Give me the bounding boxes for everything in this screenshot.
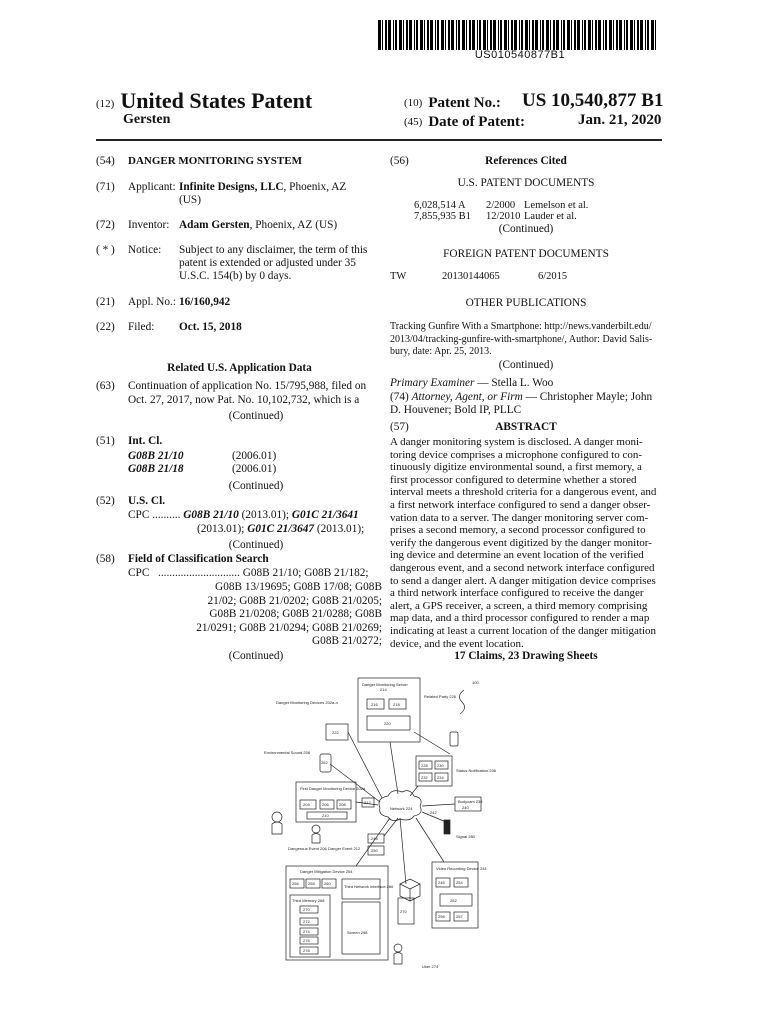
ref-100: 100 [472,680,479,685]
abstract-line: dangerous event, and a second network interface configured [390,561,655,574]
code-63: (63) [96,380,115,392]
attorney [390,391,652,405]
foreign-date: 6/2015 [538,271,568,282]
first-mem-label: 210 [322,813,329,818]
box-242: 242 [430,810,437,815]
mitigation-title: Danger Mitigation Device 254 [300,869,353,874]
box-250: 250 [371,848,378,853]
cpc-year: (2013.01); [314,523,365,535]
video-box-label: 254 [456,880,463,885]
bodycam-label: Bodycam 238 [458,799,483,804]
us-docs-title: U.S. PATENT DOCUMENTS [457,177,595,189]
field-search-label: Field of Classification Search [128,553,269,565]
notice-line: Subject to any disclaimer, the term of this [179,244,368,256]
server-box-label: 218 [393,702,400,707]
patent-no-label: Patent No.: [428,95,501,111]
abstract-title: ABSTRACT [495,421,557,433]
ref-date: 12/2010 [486,211,521,222]
mitigation-box-label: 260 [324,881,331,886]
cpc-label: CPC [128,509,150,521]
code-72: (72) [96,219,115,231]
mem-box-label: 274 [303,929,310,934]
box-270b: 270 [400,909,407,914]
mitigation-box-label: 256 [292,881,299,886]
third-mem-label: Third Memory 268 [292,898,325,903]
appl-no: 16/160,942 [179,296,231,308]
code-22: (22) [96,321,115,333]
notice-line: patent is extended or adjusted under 35 [179,257,356,269]
inventor-location: , Phoenix, AZ (US) [249,219,338,231]
server-box-label: 216 [371,702,378,707]
notice-line: U.S.C. 154(b) by 0 days. [179,270,292,282]
abstract-line: A danger monitoring system is disclosed. A danger moni- [390,436,643,448]
cpc-code: G01C 21/3647 [247,523,315,535]
int-cl-continued: (Continued) [228,480,284,492]
code-21: (21) [96,296,115,308]
server-ref: 214 [380,687,387,692]
foreign-country: TW [390,271,407,282]
code-45: (45) [404,116,423,129]
field-cpc-label: CPC [128,567,150,579]
int-cl-year: (2006.01) [232,463,277,475]
monitoring-devices-label: Danger Monitoring Devices 202a-n [276,700,338,705]
other-pub-line: Tracking Gunfire With a Smartphone: http://news.vanderbilt.edu/ [390,321,652,332]
server-box [358,678,420,742]
danger-event-label: Danger Event 212 [328,846,361,851]
mem-box-label: 278 [303,948,310,953]
other-pub-line: bury, date: Apr. 25, 2013. [390,346,492,357]
int-cl-label: Int. Cl. [128,435,163,447]
other-publications-title: OTHER PUBLICATIONS [465,297,587,309]
user-label: User 274 [422,964,439,969]
abstract-line: vation data to a server. The danger monitoring server com- [390,511,649,524]
first-box-label: 206 [322,802,329,807]
cpc-year: (2013.01); [238,509,292,521]
cpc-code: G01C 21/3641 [291,509,359,521]
abstract-line: toring device comprises a microphone configured to con- [390,448,643,461]
video-box-label: 252 [450,898,457,903]
third-net-label: Third Network Interface 266 [344,884,394,889]
int-cl-code: G08B 21/10 [128,450,184,462]
related-data-title: Related U.S. Application Data [167,362,312,374]
abstract-line: indicating at least a current location of the danger mitigation [390,624,657,637]
cpc-dots: .......... [152,509,181,521]
patent-date: Jan. 21, 2020 [578,112,662,128]
video-box-label: 256 [438,914,445,919]
code-56: (56) [390,155,409,167]
us-cl-label: U.S. Cl. [128,495,166,507]
code-12: (12) [96,98,115,111]
related-party-label: Related Party 226 [424,694,457,699]
field-line: G08B 21/0272; [312,635,382,647]
attorney-name: — Christopher Mayle; John [522,391,653,403]
cpc-year: (2013.01); [197,523,248,535]
foreign-number: 20130144065 [442,271,500,282]
attorney-name-cont: D. Houvener; Bold IP, PLLC [390,404,522,416]
applicant-label: Applicant: [128,181,176,193]
notif-box-label: 234 [437,775,444,780]
ref-date: 2/2000 [486,200,516,211]
abstract-line: interval meets a threshold criteria for a dangerous event, and [390,486,657,499]
other-pub-continued: (Continued) [498,359,554,371]
applicant-location: , Phoenix, AZ [283,181,347,193]
code-52: (52) [96,495,115,507]
abstract-line: map data, and a third processor configured to render a map [390,612,650,625]
field-continued: (Continued) [228,650,284,662]
int-cl-code: G08B 21/18 [128,463,184,475]
code-54: (54) [96,155,115,167]
foreign-docs-title: FOREIGN PATENT DOCUMENTS [443,248,609,260]
barcode-number: US010540877B1 [474,49,566,61]
abstract-line: alert, a GPS receiver, a screen, a third memory comprising [390,599,648,612]
patent-title: United States Patent [120,88,313,113]
box-248: 248 [371,836,378,841]
other-publications [390,321,662,359]
box-212: 212 [364,800,371,805]
inventor-label: Inventor: [128,219,170,231]
server-title: Danger Monitoring Server [362,682,408,687]
abstract-text [390,436,662,650]
ref-number: 6,028,514 A [414,200,466,211]
mem-box-label: 272 [303,919,310,924]
examiner-label: Primary Examiner [390,377,475,389]
status-notif-label: Status Notification 236 [456,768,497,773]
inventor-surname: Gersten [123,112,171,127]
box-222: 222 [332,730,339,735]
references-title: References Cited [485,155,567,167]
filed-date: Oct. 15, 2018 [179,321,242,333]
notice-label: Notice: [128,244,162,256]
abstract-line: a third network interface configured to receive the danger [390,587,644,600]
abstract-line: a first network interface configured to send a danger obser- [390,498,651,511]
us-cl-continued: (Continued) [228,539,284,551]
examiner-name: — Stella L. Woo [474,377,554,389]
abstract-line: device, and the event location. [390,637,524,650]
video-box-label: 257 [456,914,463,919]
field-line: G08B 21/0208; G08B 21/0288; G08B [209,608,382,620]
field-line: 21/02; G08B 21/0202; G08B 21/0205; [207,594,382,607]
abstract-line: to send a danger alert. A danger mitigation device comprises [390,574,656,587]
other-pub-line: 2013/04/tracking-gunfire-with-smartphone/, Author: David Salis- [390,333,653,345]
mitigation-box-label: 258 [308,881,315,886]
drawing-figure [250,672,510,972]
notif-box-label: 230 [437,763,444,768]
env-sound-label: Environmental Sound 208 [264,750,311,755]
box-240: 240 [462,805,469,810]
appl-no-label: Appl. No.: [128,296,177,308]
related-line: Oct. 27, 2017, now Pat. No. 10,102,732, which is a [128,394,360,406]
related-line: Continuation of application No. 15/795,988, filed on [128,380,367,392]
field-line: 21/0291; G08B 21/0294; G08B 21/0269; [196,621,382,634]
field-line: ............................. G08B 21/10; G08B 21/182; [158,567,369,579]
network-label: Network 224 [390,806,413,811]
mem-box-label: 270 [303,907,310,912]
abstract-line: first processor configured to determine whether a stored [390,473,637,486]
first-device-label: First Danger Monitoring Device 202a [300,786,366,791]
server-mem-label: 220 [384,721,391,726]
related-continued: (Continued) [228,410,284,422]
abstract-line: tinuously digitize environmental sound, a first memory, a [390,461,642,474]
int-cl-year: (2006.01) [232,450,277,462]
invention-title: DANGER MONITORING SYSTEM [128,155,302,167]
code-58: (58) [96,553,115,565]
abstract-line: ing device and determine an event location of the verified [390,549,644,562]
code-71: (71) [96,181,115,193]
filed-label: Filed: [128,321,155,333]
applicant-country: (US) [179,194,201,206]
dangerous-event-label: Dangerous Event 206 [288,846,327,851]
first-box-label: 208 [339,802,346,807]
first-box-label: 204 [303,802,310,807]
code-notice: ( * ) [96,244,115,256]
inventor-name: Adam Gersten [179,219,250,231]
video-box-label: 246 [438,880,445,885]
code-51: (51) [96,435,115,447]
abstract-line: prises a second memory, a second processor configured to [390,524,646,537]
code-74: (74) [390,391,409,403]
cpc-code: G08B 21/10 [183,509,239,521]
ref-number: 7,855,935 B1 [414,211,471,222]
code-57: (57) [390,421,409,433]
ref-name: Lauder et al. [524,211,577,222]
ref-name: Lemelson et al. [524,200,589,211]
mem-box-label: 276 [303,938,310,943]
notif-box-label: 232 [421,775,428,780]
patent-number: US 10,540,877 B1 [522,90,664,111]
us-docs-continued: (Continued) [498,223,554,235]
attorney-label: Attorney, Agent, or Firm [411,391,523,403]
video-device-label: Video Recording Device 244 [436,866,487,871]
examiner [390,377,553,391]
claims-count: 17 Claims, 23 Drawing Sheets [454,650,598,662]
notif-box-label: 228 [421,763,428,768]
signal-label: Signal 280 [456,834,475,839]
date-label: Date of Patent: [428,114,525,130]
phone-ref: 262 [321,760,328,765]
abstract-line: verify the dangerous event digitized by the danger monitor- [390,536,652,549]
field-line: G08B 13/19695; G08B 17/08; G08B [215,581,382,593]
applicant-name: Infinite Designs, LLC [179,181,284,193]
code-10: (10) [404,97,423,110]
screen-label: Screen 298 [347,930,368,935]
